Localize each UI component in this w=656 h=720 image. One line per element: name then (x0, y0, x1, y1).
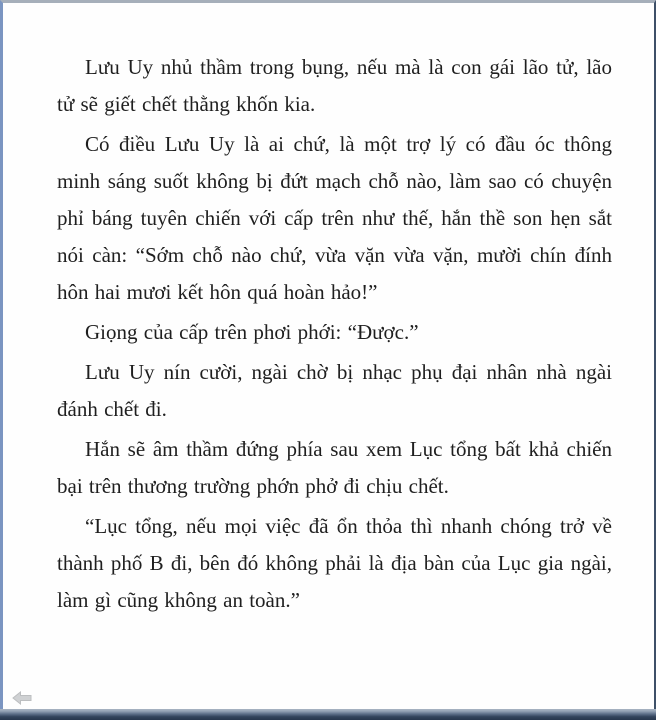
paragraph: Lưu Uy nhủ thầm trong bụng, nếu mà là con gái lão tử, lão tử sẽ giết chết thằng khốn kia. (57, 55, 612, 116)
bottom-bar (0, 709, 656, 720)
paragraph: “Lục tổng, nếu mọi việc đã ổn thỏa thì nhanh chóng trở về thành phố B đi, bên đó không phải là địa bàn của Lục gia ngài, làm gì cũng không an toàn.” (57, 514, 612, 612)
paragraph: Hắn sẽ âm thầm đứng phía sau xem Lục tổng bất khả chiến bại trên thương trường phớn phở đi chịu chết. (57, 437, 612, 498)
paragraph: Giọng của cấp trên phơi phới: “Được.” (85, 320, 419, 344)
paragraph: Có điều Lưu Uy là ai chứ, là một trợ lý có đầu óc thông minh sáng suốt không bị đứt mạch chỗ nào, làm sao có chuyện phỉ báng tuyên chiến với cấp trên như thế, hắn thề son hẹn sắt nói càn: “Sớm chỗ nào chứ, vừa vặn vừa vặn, mười chín đính hôn hai mươi kết hôn quá hoàn hảo!” (57, 132, 612, 304)
page-text (3, 3, 654, 619)
paragraph: Lưu Uy nín cười, ngài chờ bị nhạc phụ đại nhân nhà ngài đánh chết đi. (57, 360, 612, 421)
page-back-arrow-icon[interactable] (12, 691, 32, 705)
